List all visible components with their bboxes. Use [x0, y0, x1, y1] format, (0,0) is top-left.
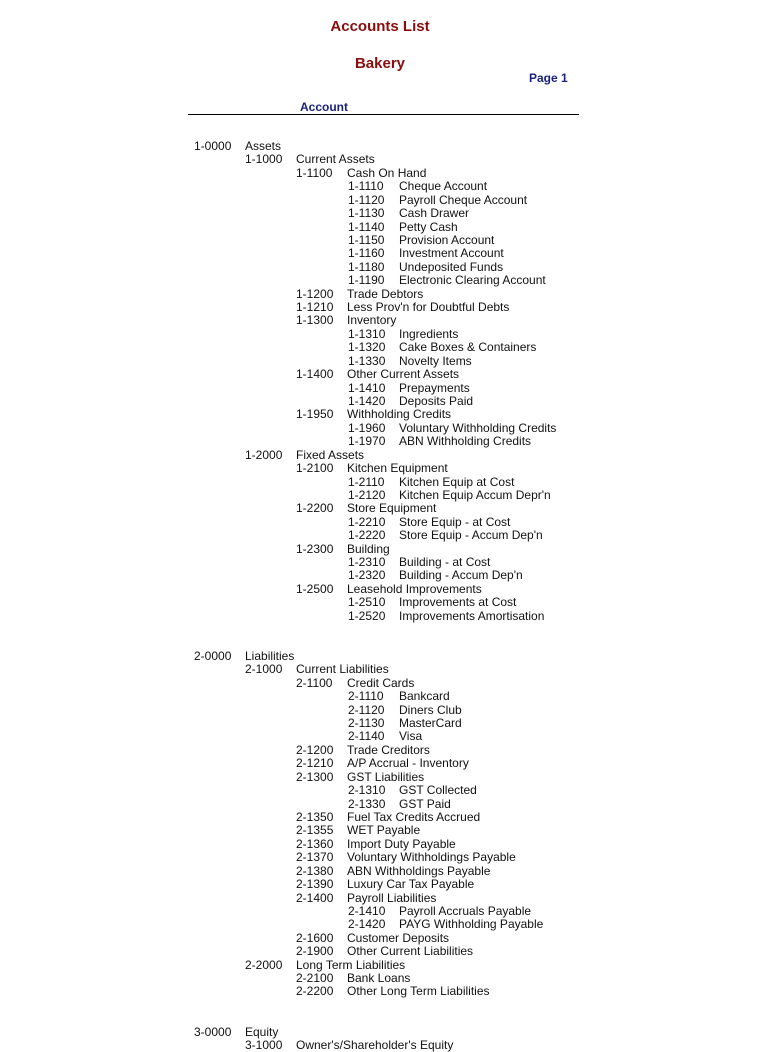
account-name: Investment Account — [399, 246, 504, 260]
page-number: Page 1 — [529, 71, 568, 85]
account-row — [296, 502, 436, 515]
account-name: Store Equipment — [347, 501, 437, 515]
account-name: Other Current Assets — [347, 367, 460, 381]
account-number: 1-1200 — [296, 287, 334, 301]
account-name: Kitchen Equip Accum Depr'n — [399, 488, 551, 502]
account-number: 1-1410 — [348, 381, 386, 395]
account-row — [348, 180, 487, 193]
account-row — [245, 1039, 453, 1052]
account-number: 2-2200 — [296, 984, 334, 998]
account-number: 2-1100 — [296, 676, 333, 690]
account-name: Assets — [245, 139, 282, 153]
account-number: 2-1110 — [348, 689, 384, 703]
account-row — [296, 824, 420, 837]
account-number: 2-1330 — [348, 797, 386, 811]
account-number: 1-1400 — [296, 367, 334, 381]
account-number: 1-1330 — [348, 354, 386, 368]
account-name: GST Collected — [399, 783, 477, 797]
account-name: Cash Drawer — [399, 206, 470, 220]
account-number: 1-1130 — [348, 206, 385, 220]
account-name: Other Current Liabilities — [347, 944, 474, 958]
account-name: Luxury Car Tax Payable — [347, 877, 475, 891]
account-number: 1-1210 — [296, 300, 334, 314]
account-name: Provision Account — [399, 233, 495, 247]
account-number: 3-0000 — [194, 1025, 232, 1039]
account-name: Store Equip - Accum Dep'n — [399, 528, 543, 542]
account-row — [296, 314, 396, 327]
account-name: PAYG Withholding Payable — [399, 917, 544, 931]
account-name: A/P Accrual - Inventory — [347, 756, 469, 770]
account-name: Other Long Term Liabilities — [347, 984, 490, 998]
account-number: 1-2310 — [348, 555, 386, 569]
account-number: 1-1120 — [348, 193, 385, 207]
account-row — [348, 341, 536, 354]
account-number: 1-1420 — [348, 394, 386, 408]
account-name: Kitchen Equipment — [347, 461, 448, 475]
account-number: 1-2500 — [296, 582, 334, 596]
account-number: 2-1210 — [296, 756, 334, 770]
account-row — [348, 207, 469, 220]
account-number: 2-1390 — [296, 877, 334, 891]
account-name: Visa — [399, 729, 423, 743]
account-name: Trade Creditors — [347, 743, 430, 757]
account-name: Electronic Clearing Account — [399, 273, 546, 287]
account-row — [348, 435, 531, 448]
account-number: 2-2100 — [296, 971, 334, 985]
account-number: 2-1900 — [296, 944, 334, 958]
account-name: Trade Debtors — [347, 287, 424, 301]
account-name: Fixed Assets — [296, 448, 365, 462]
account-name: GST Paid — [399, 797, 451, 811]
account-number: 2-1350 — [296, 810, 334, 824]
account-name: Import Duty Payable — [347, 837, 456, 851]
account-row — [245, 663, 389, 676]
account-number: 3-1000 — [245, 1038, 283, 1052]
account-name: Customer Deposits — [347, 931, 450, 945]
account-column-header: Account — [300, 100, 348, 114]
account-number: 1-1140 — [348, 220, 385, 234]
account-number: 1-2200 — [296, 501, 334, 515]
account-number: 2-1410 — [348, 904, 386, 918]
account-name: Ingredients — [399, 327, 459, 341]
account-number: 1-2000 — [245, 448, 283, 462]
account-row — [296, 408, 451, 421]
account-name: Bank Loans — [347, 971, 411, 985]
account-number: 2-1600 — [296, 931, 334, 945]
account-number: 1-0000 — [194, 139, 232, 153]
account-number: 2-1380 — [296, 864, 334, 878]
account-row — [296, 368, 459, 381]
company-name: Bakery — [354, 55, 406, 72]
account-row — [296, 945, 473, 958]
account-number: 2-0000 — [194, 649, 232, 663]
account-name: Fuel Tax Credits Accrued — [347, 810, 481, 824]
account-row — [348, 730, 422, 743]
account-name: Undeposited Funds — [399, 260, 504, 274]
account-name: Cash On Hand — [347, 166, 427, 180]
account-name: Cheque Account — [399, 179, 488, 193]
account-name: Cake Boxes & Containers — [399, 340, 537, 354]
account-number: 1-2300 — [296, 542, 334, 556]
account-name: ABN Withholdings Payable — [347, 864, 491, 878]
account-number: 1-2210 — [348, 515, 386, 529]
account-row — [348, 596, 516, 609]
account-number: 1-1180 — [348, 260, 385, 274]
account-number: 1-1970 — [348, 434, 386, 448]
account-name: Building — [347, 542, 390, 556]
account-name: ABN Withholding Credits — [399, 434, 532, 448]
account-number: 1-2220 — [348, 528, 386, 542]
account-row — [348, 274, 546, 287]
account-name: WET Payable — [347, 823, 421, 837]
account-name: Prepayments — [399, 381, 470, 395]
account-name: Voluntary Withholding Credits — [399, 421, 557, 435]
account-name: Current Assets — [296, 152, 375, 166]
account-name: GST Liabilities — [347, 770, 425, 784]
account-number: 2-1400 — [296, 891, 334, 905]
account-number: 1-1100 — [296, 166, 333, 180]
account-row — [348, 918, 543, 931]
account-number: 2-1200 — [296, 743, 334, 757]
account-name: Payroll Liabilities — [347, 891, 437, 905]
account-name: Current Liabilities — [296, 662, 389, 676]
account-row — [348, 690, 450, 703]
account-name: Improvements at Cost — [399, 595, 517, 609]
account-name: Deposits Paid — [399, 394, 474, 408]
account-name: Owner's/Shareholder's Equity — [296, 1038, 454, 1052]
account-name: Improvements Amortisation — [399, 609, 545, 623]
account-number: 1-2510 — [348, 595, 386, 609]
account-name: Long Term Liabilities — [296, 958, 406, 972]
account-number: 1-2520 — [348, 609, 386, 623]
report-title: Accounts List — [330, 18, 430, 35]
account-row — [296, 757, 469, 770]
account-number: 1-1950 — [296, 407, 334, 421]
account-row — [296, 851, 516, 864]
account-number: 2-1310 — [348, 783, 386, 797]
account-name: Petty Cash — [399, 220, 458, 234]
account-number: 2-1355 — [296, 823, 334, 837]
account-name: Equity — [245, 1025, 279, 1039]
account-number: 2-1370 — [296, 850, 334, 864]
account-name: Less Prov'n for Doubtful Debts — [347, 300, 510, 314]
account-number: 1-2100 — [296, 461, 334, 475]
account-row — [296, 462, 448, 475]
account-name: Building - at Cost — [399, 555, 491, 569]
account-name: Payroll Cheque Account — [399, 193, 528, 207]
account-number: 1-2120 — [348, 488, 386, 502]
account-row — [296, 878, 474, 891]
account-name: Payroll Accruals Payable — [399, 904, 532, 918]
account-number: 2-1300 — [296, 770, 334, 784]
account-number: 1-1190 — [348, 273, 385, 287]
account-number: 1-1110 — [348, 179, 384, 193]
account-row — [348, 529, 543, 542]
account-number: 1-1300 — [296, 313, 334, 327]
account-name: Novelty Items — [399, 354, 472, 368]
account-number: 2-1130 — [348, 716, 385, 730]
account-row — [348, 610, 544, 623]
account-number: 2-1120 — [348, 703, 385, 717]
account-number: 1-1310 — [348, 327, 386, 341]
account-name: Diners Club — [399, 703, 462, 717]
account-number: 1-1150 — [348, 233, 385, 247]
account-name: Credit Cards — [347, 676, 415, 690]
account-name: Building - Accum Dep'n — [399, 568, 523, 582]
account-name: Leasehold Improvements — [347, 582, 482, 596]
account-number: 2-1360 — [296, 837, 334, 851]
account-name: Inventory — [347, 313, 397, 327]
account-name: Liabilities — [245, 649, 295, 663]
account-number: 1-2110 — [348, 475, 385, 489]
account-number: 1-1000 — [245, 152, 283, 166]
account-name: Voluntary Withholdings Payable — [347, 850, 516, 864]
account-number: 1-2320 — [348, 568, 386, 582]
account-name: Store Equip - at Cost — [399, 515, 511, 529]
account-number: 1-1320 — [348, 340, 386, 354]
account-row — [245, 153, 375, 166]
account-number: 2-1000 — [245, 662, 283, 676]
account-number: 2-1420 — [348, 917, 386, 931]
account-row — [348, 784, 477, 797]
account-row — [348, 569, 523, 582]
account-name: Kitchen Equip at Cost — [399, 475, 515, 489]
account-number: 1-1160 — [348, 246, 385, 260]
account-number: 2-2000 — [245, 958, 283, 972]
account-row — [194, 1026, 278, 1039]
account-name: Bankcard — [399, 689, 450, 703]
account-row — [296, 985, 490, 998]
account-number: 1-1960 — [348, 421, 386, 435]
account-row — [348, 247, 504, 260]
account-name: Withholding Credits — [347, 407, 452, 421]
account-number: 2-1140 — [348, 729, 385, 743]
account-name: MasterCard — [399, 716, 462, 730]
